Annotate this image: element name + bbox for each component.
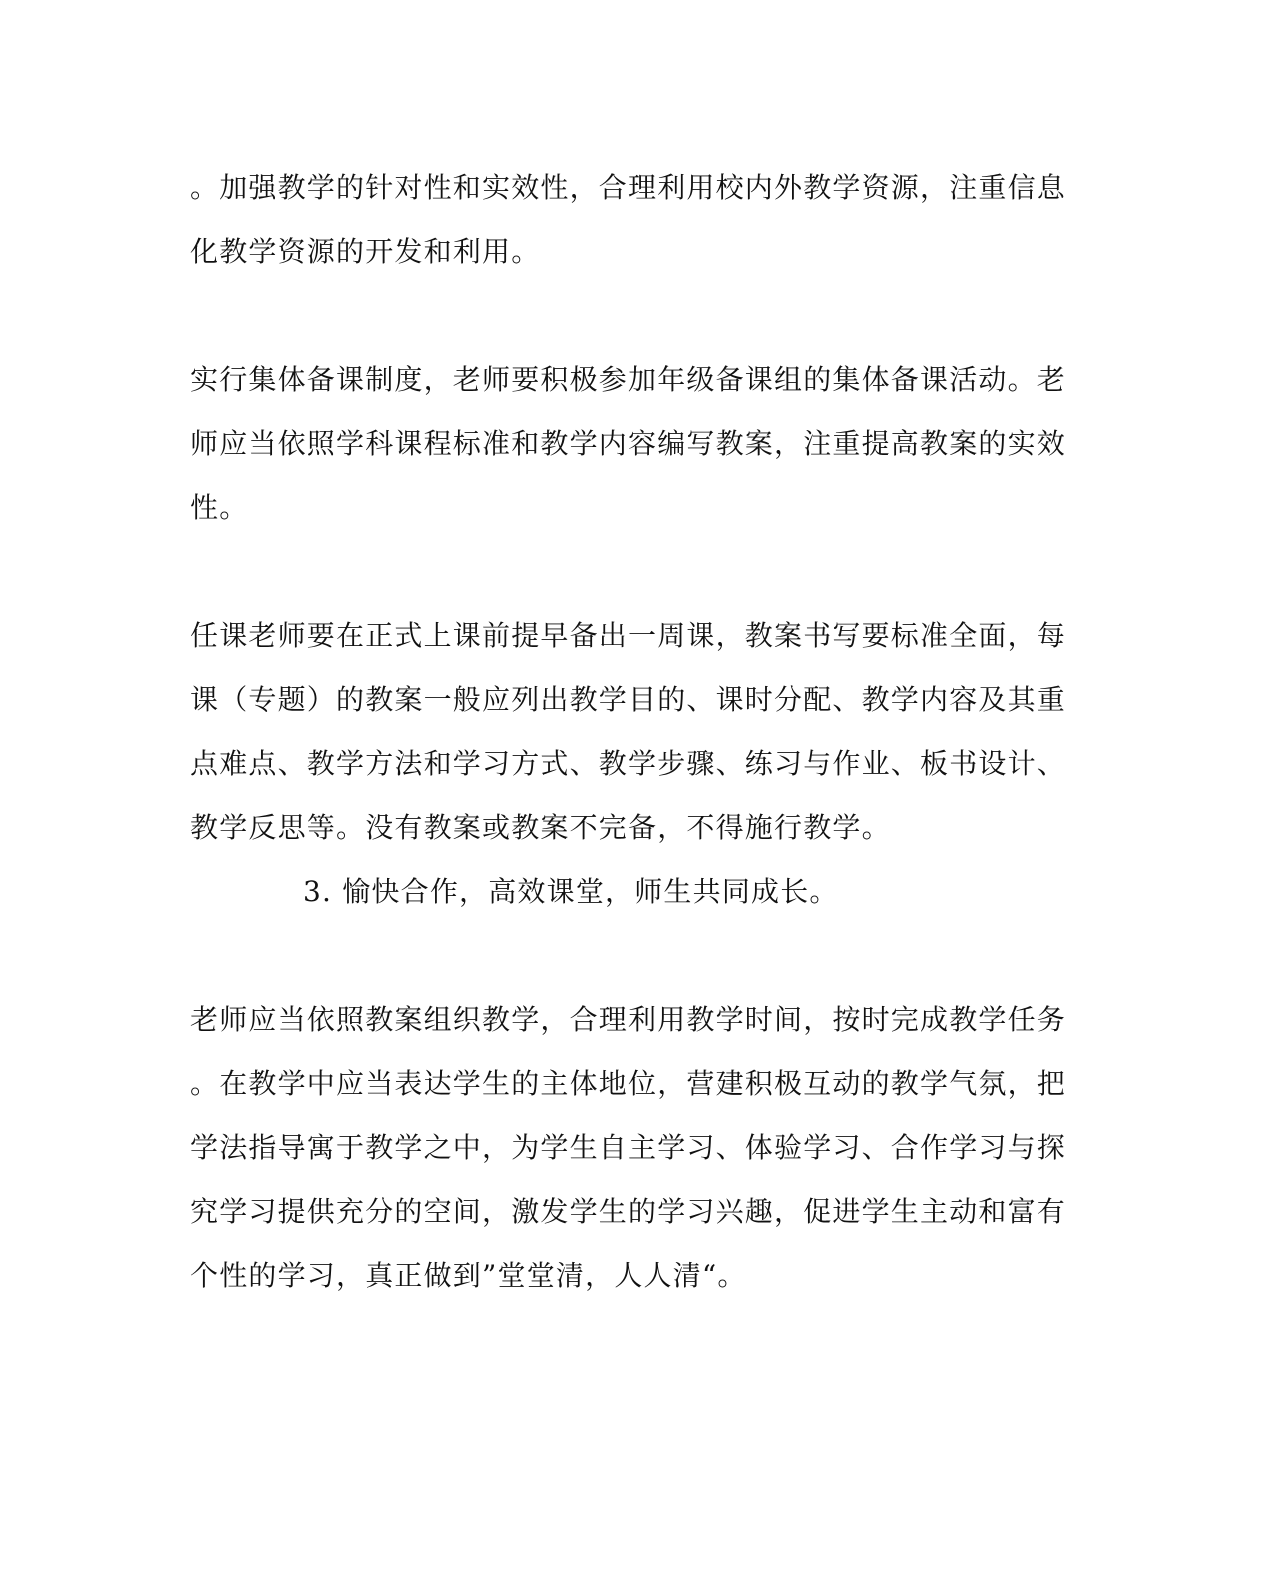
paragraph-5-line-2: 。在教学中应当表达学生的主体地位，营建积极互动的教学气氛，把 (190, 1067, 1067, 1100)
paragraph-5-line-4: 究学习提供充分的空间，激发学生的学习兴趣，促进学生主动和富有 (190, 1195, 1067, 1228)
paragraph-3-line-1: 任课老师要在正式上课前提早备出一周课，教案书写要标准全面，每 (190, 619, 1067, 652)
paragraph-2-line-2: 师应当依照学科课程标准和教学内容编写教案，注重提高教案的实效 (190, 427, 1067, 460)
paragraph-5-line-1: 老师应当依照教案组织教学，合理利用教学时间，按时完成教学任务 (190, 1003, 1067, 1036)
paragraph-3-line-2: 课（专题）的教案一般应列出教学目的、课时分配、教学内容及其重 (190, 683, 1067, 716)
paragraph-3-line-4: 教学反思等。没有教案或教案不完备，不得施行教学。 (190, 811, 891, 844)
paragraph-5-line-5: 个性的学习，真正做到”堂堂清，人人清“。 (190, 1259, 747, 1292)
paragraph-1-line-1: 。加强教学的针对性和实效性，合理利用校内外教学资源，注重信息 (190, 171, 1067, 204)
paragraph-2-line-3: 性。 (190, 491, 249, 524)
paragraph-3-line-3: 点难点、教学方法和学习方式、教学步骤、练习与作业、板书设计、 (190, 747, 1067, 780)
paragraph-2-line-1: 实行集体备课制度，老师要积极参加年级备课组的集体备课活动。老 (190, 363, 1067, 396)
section-heading-3: 3. 愉快合作，高效课堂，师生共同成长。 (303, 875, 839, 908)
paragraph-5-line-3: 学法指导寓于教学之中，为学生自主学习、体验学习、合作学习与探 (190, 1131, 1067, 1164)
paragraph-1-line-2: 化教学资源的开发和利用。 (190, 235, 541, 268)
